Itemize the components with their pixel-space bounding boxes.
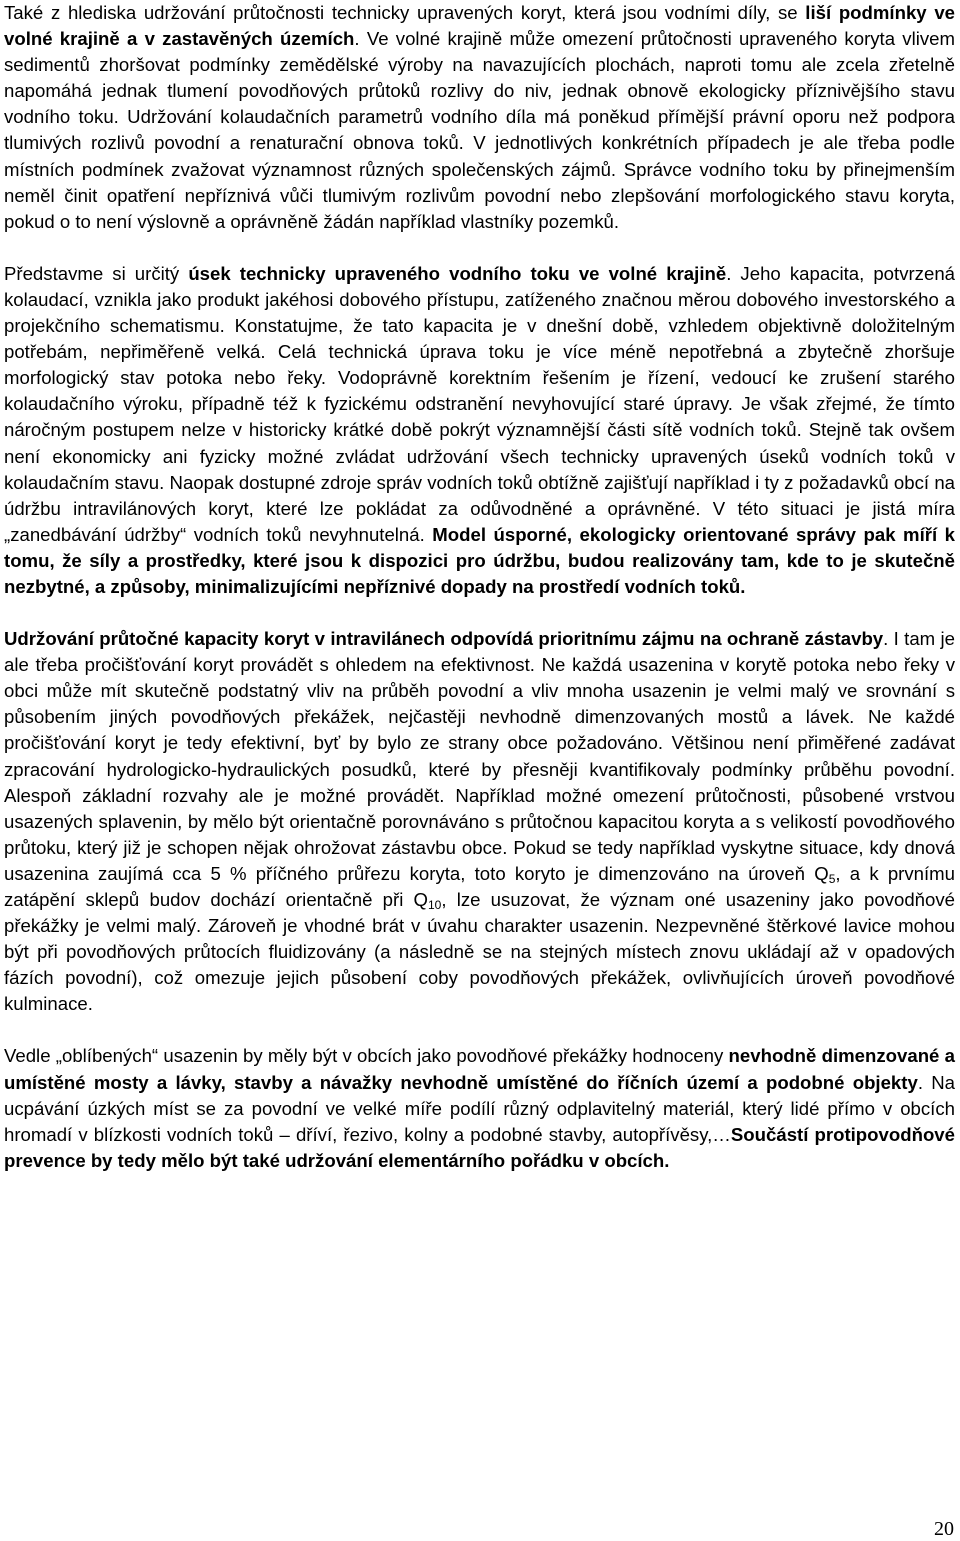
document-page [4,0,955,1174]
subscript: 10 [428,898,442,912]
paragraph-flood-obstacles [4,1043,955,1173]
text-run: . Jeho kapacita, potvrzená kolaudací, vznikla jako produkt jakéhosi dobového přístupu, zatíženého značnou měrou dobového investorského a projekčního schematismu. Konstatujme, že tato kapacita je v dnešní době, vzhledem objektivně doložitelným potřebám, nepřiměřeně velká. Celá technická úprava toku je více méně nepotřebná a zbytečně zhoršuje morfologický stav potoka nebo řeky. Vodoprávně korektním řešením je řízení, vedoucí ke zrušení starého kolaudačního výroku, případně též k fyzickému odstranění nevyhovující staré úpravy. Je však zřejmé, že tímto náročným postupem nelze v historicky krátké době pokrýt významnější části sítě vodních toků. Stejně tak ovšem není ekonomicky ani fyzicky možné zvládat udržování všech technicky upravených úseků vodních toků v kolaudačním stavu. Naopak dostupné zdroje správ vodních toků obtížně zajišťují například i ty z požadavků obcí na údržbu intravilánových koryt, které lze pokládat za odůvodněné a oprávněné. V této situaci je jistá míra „zanedbávání údržby“ vodních toků nevyhnutelná. [4,262,955,545]
bold-run: Udržování průtočné kapacity koryt v intravilánech odpovídá prioritnímu zájmu na ochraně zástavby [4,628,884,650]
bold-run: úsek technicky upraveného vodního toku ve volné krajině [188,262,727,284]
text-run: , a k prvnímu zatápění sklepů budov dochází orientačně při Q [4,862,956,910]
bold-run: nevhodně dimenzované a umístěné mosty a lávky, stavby a návažky nevhodně umístěné do říčních území a podobné objekty [4,1045,955,1093]
text-run: . I tam je ale třeba pročišťování koryt provádět s ohledem na efektivnost. Ne každá usazenina v korytě potoka nebo řeky v obci může mít skutečně podstatný vliv na průběh povodní a vliv mnoha usazenin je velmi malý ve srovnání s působením jiných povodňových překážek, nejčastěji nevhodně dimenzovaných mostů a lávek. Ne každé pročišťování koryt je tedy efektivní, byť by bylo ze strany obce požadováno. Většinou není přiměřené zadávat zpracování hydrologicko-hydraulických posudků, které by přesněji kvantifikovaly podmínky průběhu povodní. Alespoň základní rozvahy ale je možné provádět. Například možné omezení průtočnosti, působené vrstvou usazených splavenin, by mělo být orientačně porovnáváno s průtočnou kapacitou koryta a s velikostí povodňového průtoku, který již je schopen nějak ohrožovat zástavbu obce. Pokud se tedy například vyskytne situace, kdy dnová usazenina zaujímá cca 5 % příčného průřezu koryta, toto koryto je dimenzováno na úroveň Q [4,628,955,884]
bold-run: Součástí protipovodňové prevence by tedy mělo být také udržování elementárního pořádku v obcích. [4,1123,955,1171]
page-number: 20 [934,1518,954,1540]
paragraph-maintenance-landscape [4,0,955,235]
paragraph-urban-capacity [4,626,955,1017]
bold-run: liší podmínky ve volné krajině a v zastavěných územích [4,2,955,50]
text-run: . Na ucpávání úzkých míst se za povodní ve velké míře podílí různý odplavitelný materiál, který lidé přímo v obcích hromadí v blízkosti vodních toků – dříví, řezivo, kolny a podobné stavby, autopřívěsy,… [4,1071,955,1145]
bold-run: Model úsporné, ekologicky orientované správy pak míří k tomu, že síly a prostředky, které jsou k dispozici pro údržbu, budou realizovány tam, kde to je skutečně nezbytné, a způsoby, minimalizujícími nepříznivé dopady na prostředí vodních toků. [4,523,956,597]
text-run: . Ve volné krajině může omezení průtočnosti upraveného koryta vlivem sedimentů zhoršovat podmínky zemědělské výroby na navazujících plochách, naproti tomu ale zcela zřetelně napomáhá jednak tlumení povodňových průtoků rozlivy do niv, jednak obnově ekologicky příznivějšího stavu vodního toku. Udržování kolaudačních parametrů vodního díla má poněkud přímější právní oporu než podpora tlumivých rozlivů povodní a renaturační obnova toků. V jednotlivých konkrétních případech je ale třeba podle místních podmínek zvažovat významnost různých společenských zájmů. Správce vodního toku by přinejmenším neměl činit opatření nepříznivá vůči tlumivým rozlivům povodní nebo zlepšování morfologického stavu koryta, pokud o to není výslovně a oprávněně žádán například vlastníky pozemků. [4,28,955,232]
text-run: Také z hlediska udržování průtočnosti technicky upravených koryt, která jsou vodními díly, se [4,2,806,23]
subscript: 5 [828,871,836,886]
paragraph-regulated-stream [4,261,955,600]
text-run: Představme si určitý [4,262,189,284]
text-run: Vedle „oblíbených“ usazenin by měly být v obcích jako povodňové překážky hodnoceny [4,1045,729,1067]
text-run: , lze usuzovat, že význam oné usazeniny jako povodňové překážky je velmi malý. Zároveň je vhodné brát v úvahu charakter usazenin. Nezpevněné štěrkové lavice mohou být při povodňových průtocích fluidizovány (a následně se na stejných místech znovu ukládají až v opadových fázích povodní), což omezuje jejich působení coby povodňových překážek, ovlivňujících úroveň povodňové kulminace. [4,889,955,1015]
